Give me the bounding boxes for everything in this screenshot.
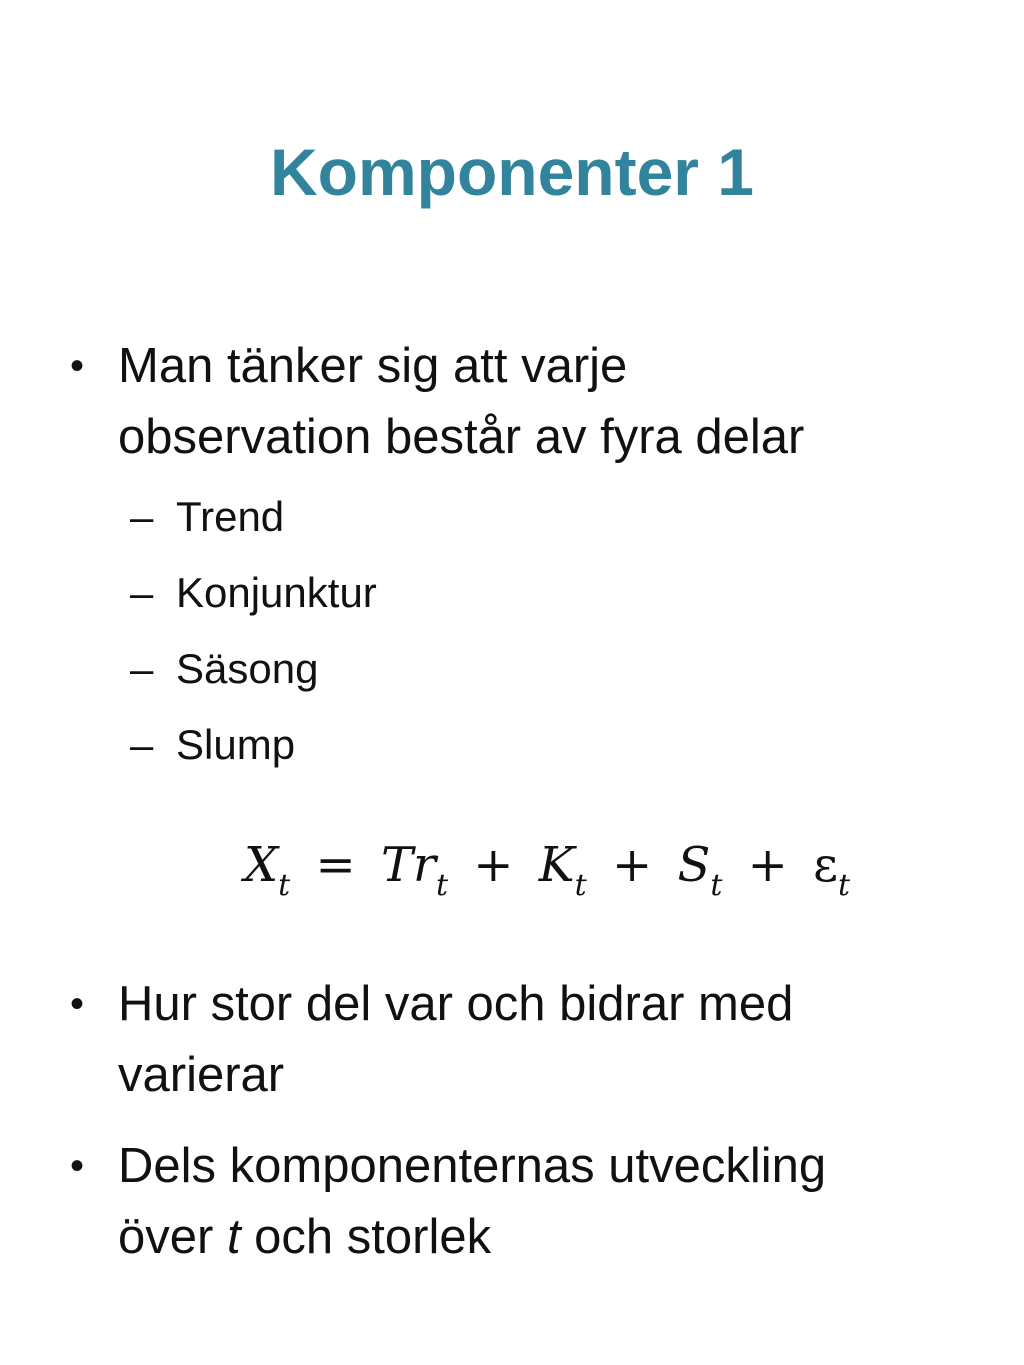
bullet-line: [118, 1202, 958, 1273]
sub-item-trend: [130, 490, 284, 544]
bullet-line: Dels komponenternas utveckling: [118, 1139, 827, 1193]
bullet-marker: •: [70, 982, 85, 1026]
sub-item-dash: –: [130, 721, 154, 768]
formula-term-x: X: [244, 837, 279, 893]
sub-item-dash: –: [130, 493, 154, 540]
formula-subscript: t: [278, 868, 291, 903]
formula-subscript: t: [574, 868, 587, 903]
formula-plus: +: [473, 837, 514, 893]
bullet-text: [118, 969, 958, 1111]
formula-term-k: K: [538, 837, 575, 893]
sub-item-sasong: [130, 642, 318, 696]
formula-term-epsilon: ε: [813, 837, 839, 893]
sub-item-dash: –: [130, 645, 154, 692]
sub-item-label: Trend: [176, 493, 285, 540]
bullet-text-italic-t: t: [226, 1210, 241, 1264]
bullet-marker: •: [70, 344, 85, 388]
formula-subscript: t: [710, 868, 723, 903]
slide-title: Komponenter 1: [269, 135, 755, 209]
sub-item-dash: –: [130, 569, 154, 616]
bullet-line: Man tänker sig att varje: [118, 339, 628, 393]
formula-subscript: t: [838, 868, 851, 903]
formula-term-s: S: [677, 837, 711, 893]
sub-item-label: Säsong: [176, 645, 319, 692]
bullet-line: Hur stor del var och bidrar med: [118, 977, 794, 1031]
bullet-marker: •: [70, 1144, 85, 1188]
bullet-text-segment: och storlek: [240, 1210, 492, 1264]
bullet-line: varierar: [118, 1048, 285, 1102]
sub-item-label: Konjunktur: [176, 569, 377, 616]
formula-plus: +: [611, 837, 653, 893]
formula-plus: +: [747, 837, 788, 893]
sub-item-label: Slump: [176, 721, 296, 768]
decomposition-formula: [244, 833, 850, 918]
sub-item-konjunktur: [130, 566, 377, 620]
bullet-text: [118, 331, 958, 473]
formula-term-tr: Tr: [380, 837, 436, 893]
bullet-line: observation består av fyra delar: [118, 410, 805, 464]
formula-equals: =: [315, 837, 356, 893]
formula-subscript: t: [435, 868, 449, 903]
bullet-text-segment: över: [118, 1210, 227, 1264]
bullet-text: [118, 1131, 958, 1273]
sub-item-slump: [130, 718, 295, 772]
